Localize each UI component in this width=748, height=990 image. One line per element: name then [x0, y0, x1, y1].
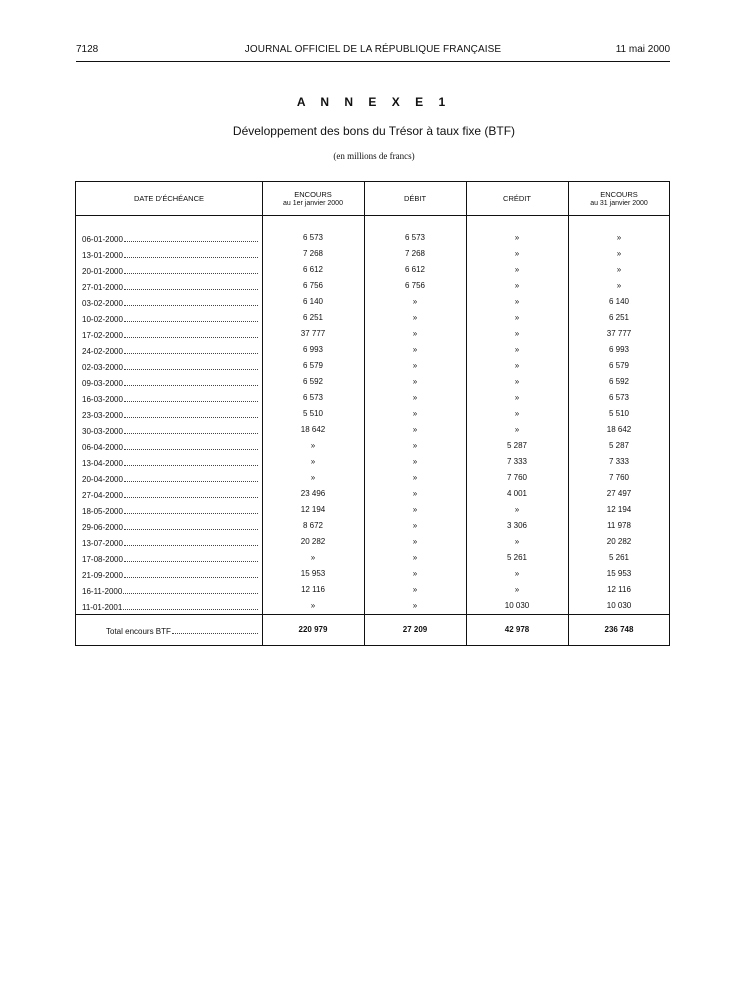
table-row — [76, 406, 670, 422]
column-header-credit — [466, 182, 568, 215]
leader-dots — [124, 518, 258, 530]
table-row — [76, 230, 670, 246]
credit-cell: 7 760 — [506, 473, 528, 482]
encours-end-cell: 6 140 — [608, 297, 630, 306]
date-cell — [82, 470, 258, 486]
encours-start-cell: 6 579 — [302, 361, 324, 370]
page-header — [76, 44, 670, 58]
table-row — [76, 358, 670, 374]
maturity-date: 13-07-2000 — [82, 539, 123, 548]
maturity-date: 20-04-2000 — [82, 475, 123, 484]
debit-cell: 6 756 — [404, 281, 426, 290]
maturity-date: 30-03-2000 — [82, 427, 123, 436]
leader-dots — [124, 246, 258, 258]
maturity-date: 17-08-2000 — [82, 555, 123, 564]
leader-dots — [124, 486, 258, 498]
encours-start-cell: 7 268 — [302, 249, 324, 258]
encours-end-cell: 6 579 — [608, 361, 630, 370]
column-header-credit-label: CRÉDIT — [503, 194, 531, 203]
encours-end-cell: 12 194 — [606, 505, 632, 514]
credit-cell: » — [514, 345, 520, 354]
date-cell — [82, 550, 258, 566]
table-row — [76, 582, 670, 598]
credit-cell: 10 030 — [504, 601, 530, 610]
column-header-encours-end-sub: au 31 janvier 2000 — [590, 199, 648, 207]
debit-cell: » — [412, 409, 418, 418]
credit-cell: » — [514, 393, 520, 402]
date-cell — [82, 518, 258, 534]
debit-cell: » — [412, 377, 418, 386]
leader-dots — [124, 294, 258, 306]
encours-end-cell: 7 333 — [608, 457, 630, 466]
date-cell — [82, 486, 258, 502]
credit-cell: » — [514, 265, 520, 274]
debit-cell: » — [412, 329, 418, 338]
table-row — [76, 454, 670, 470]
debit-cell: » — [412, 361, 418, 370]
table-row — [76, 246, 670, 262]
maturity-date: 20-01-2000 — [82, 267, 123, 276]
maturity-date: 02-03-2000 — [82, 363, 123, 372]
date-cell — [82, 438, 258, 454]
table-row — [76, 374, 670, 390]
credit-cell: » — [514, 281, 520, 290]
debit-cell: » — [412, 441, 418, 450]
encours-end-cell: 7 760 — [608, 473, 630, 482]
maturity-date: 21-09-2000 — [82, 571, 123, 580]
total-debit: 27 209 — [402, 625, 428, 634]
credit-cell: 3 306 — [506, 521, 528, 530]
date-cell — [82, 246, 258, 262]
date-cell — [82, 230, 258, 246]
issue-date: 11 mai 2000 — [615, 44, 670, 55]
credit-cell: » — [514, 585, 520, 594]
encours-start-cell: 5 510 — [302, 409, 324, 418]
table-row — [76, 342, 670, 358]
encours-end-cell: 20 282 — [606, 537, 632, 546]
date-cell — [82, 390, 258, 406]
encours-start-cell: 6 573 — [302, 393, 324, 402]
debit-cell: » — [412, 537, 418, 546]
date-cell — [82, 422, 258, 438]
table-row — [76, 486, 670, 502]
debit-cell: » — [412, 473, 418, 482]
date-cell — [82, 294, 258, 310]
credit-cell: » — [514, 313, 520, 322]
total-encours-end: 236 748 — [604, 625, 634, 634]
table-row — [76, 262, 670, 278]
leader-dots — [124, 470, 258, 482]
encours-end-cell: 12 116 — [607, 585, 631, 594]
debit-cell: » — [412, 393, 418, 402]
date-cell — [82, 278, 258, 294]
annex-title: A N N E X E 1 — [296, 95, 452, 109]
encours-end-cell: 18 642 — [606, 425, 632, 434]
encours-start-cell: » — [310, 473, 316, 482]
maturity-date: 29-06-2000 — [82, 523, 123, 532]
leader-dots — [124, 278, 258, 290]
credit-cell: » — [514, 425, 520, 434]
column-header-encours-start-sub: au 1er janvier 2000 — [283, 199, 343, 207]
date-cell — [82, 374, 258, 390]
encours-start-cell: 6 573 — [302, 233, 324, 242]
date-cell — [82, 406, 258, 422]
debit-cell: » — [412, 297, 418, 306]
total-encours-start: 220 979 — [298, 625, 328, 634]
maturity-date: 16-03-2000 — [82, 395, 123, 404]
table-row — [76, 310, 670, 326]
credit-cell: 5 261 — [506, 553, 528, 562]
maturity-date: 13-04-2000 — [82, 459, 123, 468]
credit-cell: » — [514, 537, 520, 546]
column-header-encours-end-label: ENCOURS — [600, 189, 638, 199]
leader-dots — [124, 390, 258, 402]
debit-cell: » — [412, 521, 418, 530]
debit-cell: » — [412, 585, 418, 594]
encours-end-cell: 11 978 — [607, 521, 631, 530]
maturity-date: 18-05-2000 — [82, 507, 123, 516]
date-cell — [82, 342, 258, 358]
maturity-date: 16-11-2000 — [82, 587, 123, 596]
leader-dots — [124, 374, 258, 386]
unit-note: (en millions de francs) — [333, 151, 415, 161]
leader-dots — [124, 534, 258, 546]
maturity-date: 06-01-2000 — [82, 235, 123, 244]
leader-dots — [124, 230, 258, 242]
leader-dots — [124, 326, 258, 338]
leader-dots — [172, 622, 258, 634]
date-cell — [82, 358, 258, 374]
maturity-date: 03-02-2000 — [82, 299, 123, 308]
table-row — [76, 438, 670, 454]
leader-dots — [124, 406, 258, 418]
table-row — [76, 390, 670, 406]
encours-end-cell: 6 251 — [608, 313, 630, 322]
maturity-date: 27-04-2000 — [82, 491, 123, 500]
column-header-debit-label: DÉBIT — [403, 194, 427, 203]
table-row — [76, 326, 670, 342]
total-divider — [76, 614, 669, 615]
date-cell — [82, 598, 258, 614]
debit-cell: » — [412, 569, 418, 578]
credit-cell: » — [514, 361, 520, 370]
date-cell — [82, 502, 258, 518]
column-header-encours-start-label: ENCOURS — [294, 189, 332, 199]
leader-dots — [124, 262, 258, 274]
encours-start-cell: 6 251 — [302, 313, 324, 322]
encours-start-cell: 37 777 — [300, 329, 326, 338]
encours-start-cell: 6 993 — [302, 345, 324, 354]
encours-start-cell: » — [310, 457, 316, 466]
debit-cell: » — [412, 313, 418, 322]
leader-dots — [123, 582, 258, 594]
total-credit: 42 978 — [504, 625, 530, 634]
debit-cell: » — [412, 489, 418, 498]
table-row — [76, 534, 670, 550]
credit-cell: » — [514, 377, 520, 386]
maturity-date: 24-02-2000 — [82, 347, 123, 356]
encours-start-cell: » — [310, 601, 316, 610]
header-rule — [76, 61, 670, 62]
credit-cell: » — [514, 329, 520, 338]
encours-end-cell: 5 510 — [608, 409, 630, 418]
leader-dots — [124, 438, 258, 450]
table-row — [76, 294, 670, 310]
encours-end-cell: 15 953 — [606, 569, 632, 578]
table-row — [76, 502, 670, 518]
maturity-date: 09-03-2000 — [82, 379, 123, 388]
encours-start-cell: 18 642 — [300, 425, 326, 434]
encours-end-cell: 37 777 — [606, 329, 632, 338]
encours-start-cell: » — [310, 553, 316, 562]
maturity-date: 13-01-2000 — [82, 251, 123, 260]
debit-cell: 7 268 — [404, 249, 426, 258]
maturity-date: 06-04-2000 — [82, 443, 123, 452]
credit-cell: » — [514, 233, 520, 242]
encours-start-cell: 6 612 — [302, 265, 324, 274]
encours-start-cell: 15 953 — [300, 569, 326, 578]
maturity-date: 23-03-2000 — [82, 411, 123, 420]
table-row — [76, 470, 670, 486]
date-cell — [82, 454, 258, 470]
credit-cell: » — [514, 505, 520, 514]
column-header-date-label: DATE D'ÉCHÉANCE — [133, 194, 205, 203]
leader-dots — [124, 422, 258, 434]
encours-end-cell: 6 592 — [608, 377, 630, 386]
debit-cell: » — [412, 601, 418, 610]
encours-start-cell: 6 592 — [302, 377, 324, 386]
document-subtitle: Développement des bons du Trésor à taux fixe (BTF) — [232, 124, 516, 138]
table-row — [76, 566, 670, 582]
encours-end-cell: » — [616, 249, 622, 258]
maturity-date: 27-01-2000 — [82, 283, 123, 292]
debit-cell: » — [412, 425, 418, 434]
encours-start-cell: 20 282 — [300, 537, 326, 546]
encours-end-cell: » — [616, 265, 622, 274]
encours-end-cell: 6 573 — [608, 393, 630, 402]
leader-dots — [123, 598, 258, 610]
total-row — [76, 622, 670, 638]
leader-dots — [124, 358, 258, 370]
table-row — [76, 598, 670, 614]
journal-title: JOURNAL OFFICIEL DE LA RÉPUBLIQUE FRANÇAISE — [244, 44, 502, 55]
credit-cell: » — [514, 569, 520, 578]
encours-end-cell: 10 030 — [606, 601, 632, 610]
btf-table — [75, 181, 670, 646]
debit-cell: 6 573 — [404, 233, 426, 242]
credit-cell: 4 001 — [506, 489, 528, 498]
maturity-date: 10-02-2000 — [82, 315, 123, 324]
encours-end-cell: » — [616, 281, 622, 290]
leader-dots — [124, 502, 258, 514]
date-cell — [82, 582, 258, 598]
column-header-debit — [364, 182, 466, 215]
table-row — [76, 422, 670, 438]
table-row — [76, 550, 670, 566]
date-cell — [82, 310, 258, 326]
date-cell — [82, 262, 258, 278]
credit-cell: 7 333 — [506, 457, 528, 466]
total-label: Total encours BTF — [106, 627, 171, 636]
leader-dots — [124, 454, 258, 466]
encours-start-cell: 6 140 — [302, 297, 324, 306]
total-label-cell — [106, 622, 258, 638]
column-header-encours-start — [262, 182, 364, 215]
leader-dots — [124, 342, 258, 354]
encours-start-cell: 6 756 — [302, 281, 324, 290]
encours-end-cell: » — [616, 233, 622, 242]
encours-start-cell: 23 496 — [300, 489, 326, 498]
encours-start-cell: 12 194 — [300, 505, 326, 514]
maturity-date: 11-01-2001 — [82, 603, 123, 612]
credit-cell: 5 287 — [506, 441, 528, 450]
encours-end-cell: 5 261 — [608, 553, 630, 562]
table-row — [76, 278, 670, 294]
credit-cell: » — [514, 249, 520, 258]
date-cell — [82, 566, 258, 582]
date-cell — [82, 326, 258, 342]
encours-start-cell: 8 672 — [302, 521, 324, 530]
debit-cell: 6 612 — [404, 265, 426, 274]
column-header-date — [76, 182, 262, 215]
encours-end-cell: 6 993 — [608, 345, 630, 354]
page-number: 7128 — [76, 44, 99, 55]
encours-start-cell: » — [310, 441, 316, 450]
credit-cell: » — [514, 297, 520, 306]
leader-dots — [124, 550, 258, 562]
debit-cell: » — [412, 457, 418, 466]
credit-cell: » — [514, 409, 520, 418]
leader-dots — [124, 310, 258, 322]
maturity-date: 17-02-2000 — [82, 331, 123, 340]
column-header-encours-end — [568, 182, 670, 215]
encours-end-cell: 5 287 — [608, 441, 630, 450]
debit-cell: » — [412, 505, 418, 514]
encours-end-cell: 27 497 — [606, 489, 632, 498]
header-divider — [76, 215, 669, 216]
encours-start-cell: 12 116 — [301, 585, 325, 594]
table-row — [76, 518, 670, 534]
debit-cell: » — [412, 345, 418, 354]
debit-cell: » — [412, 553, 418, 562]
leader-dots — [124, 566, 258, 578]
date-cell — [82, 534, 258, 550]
